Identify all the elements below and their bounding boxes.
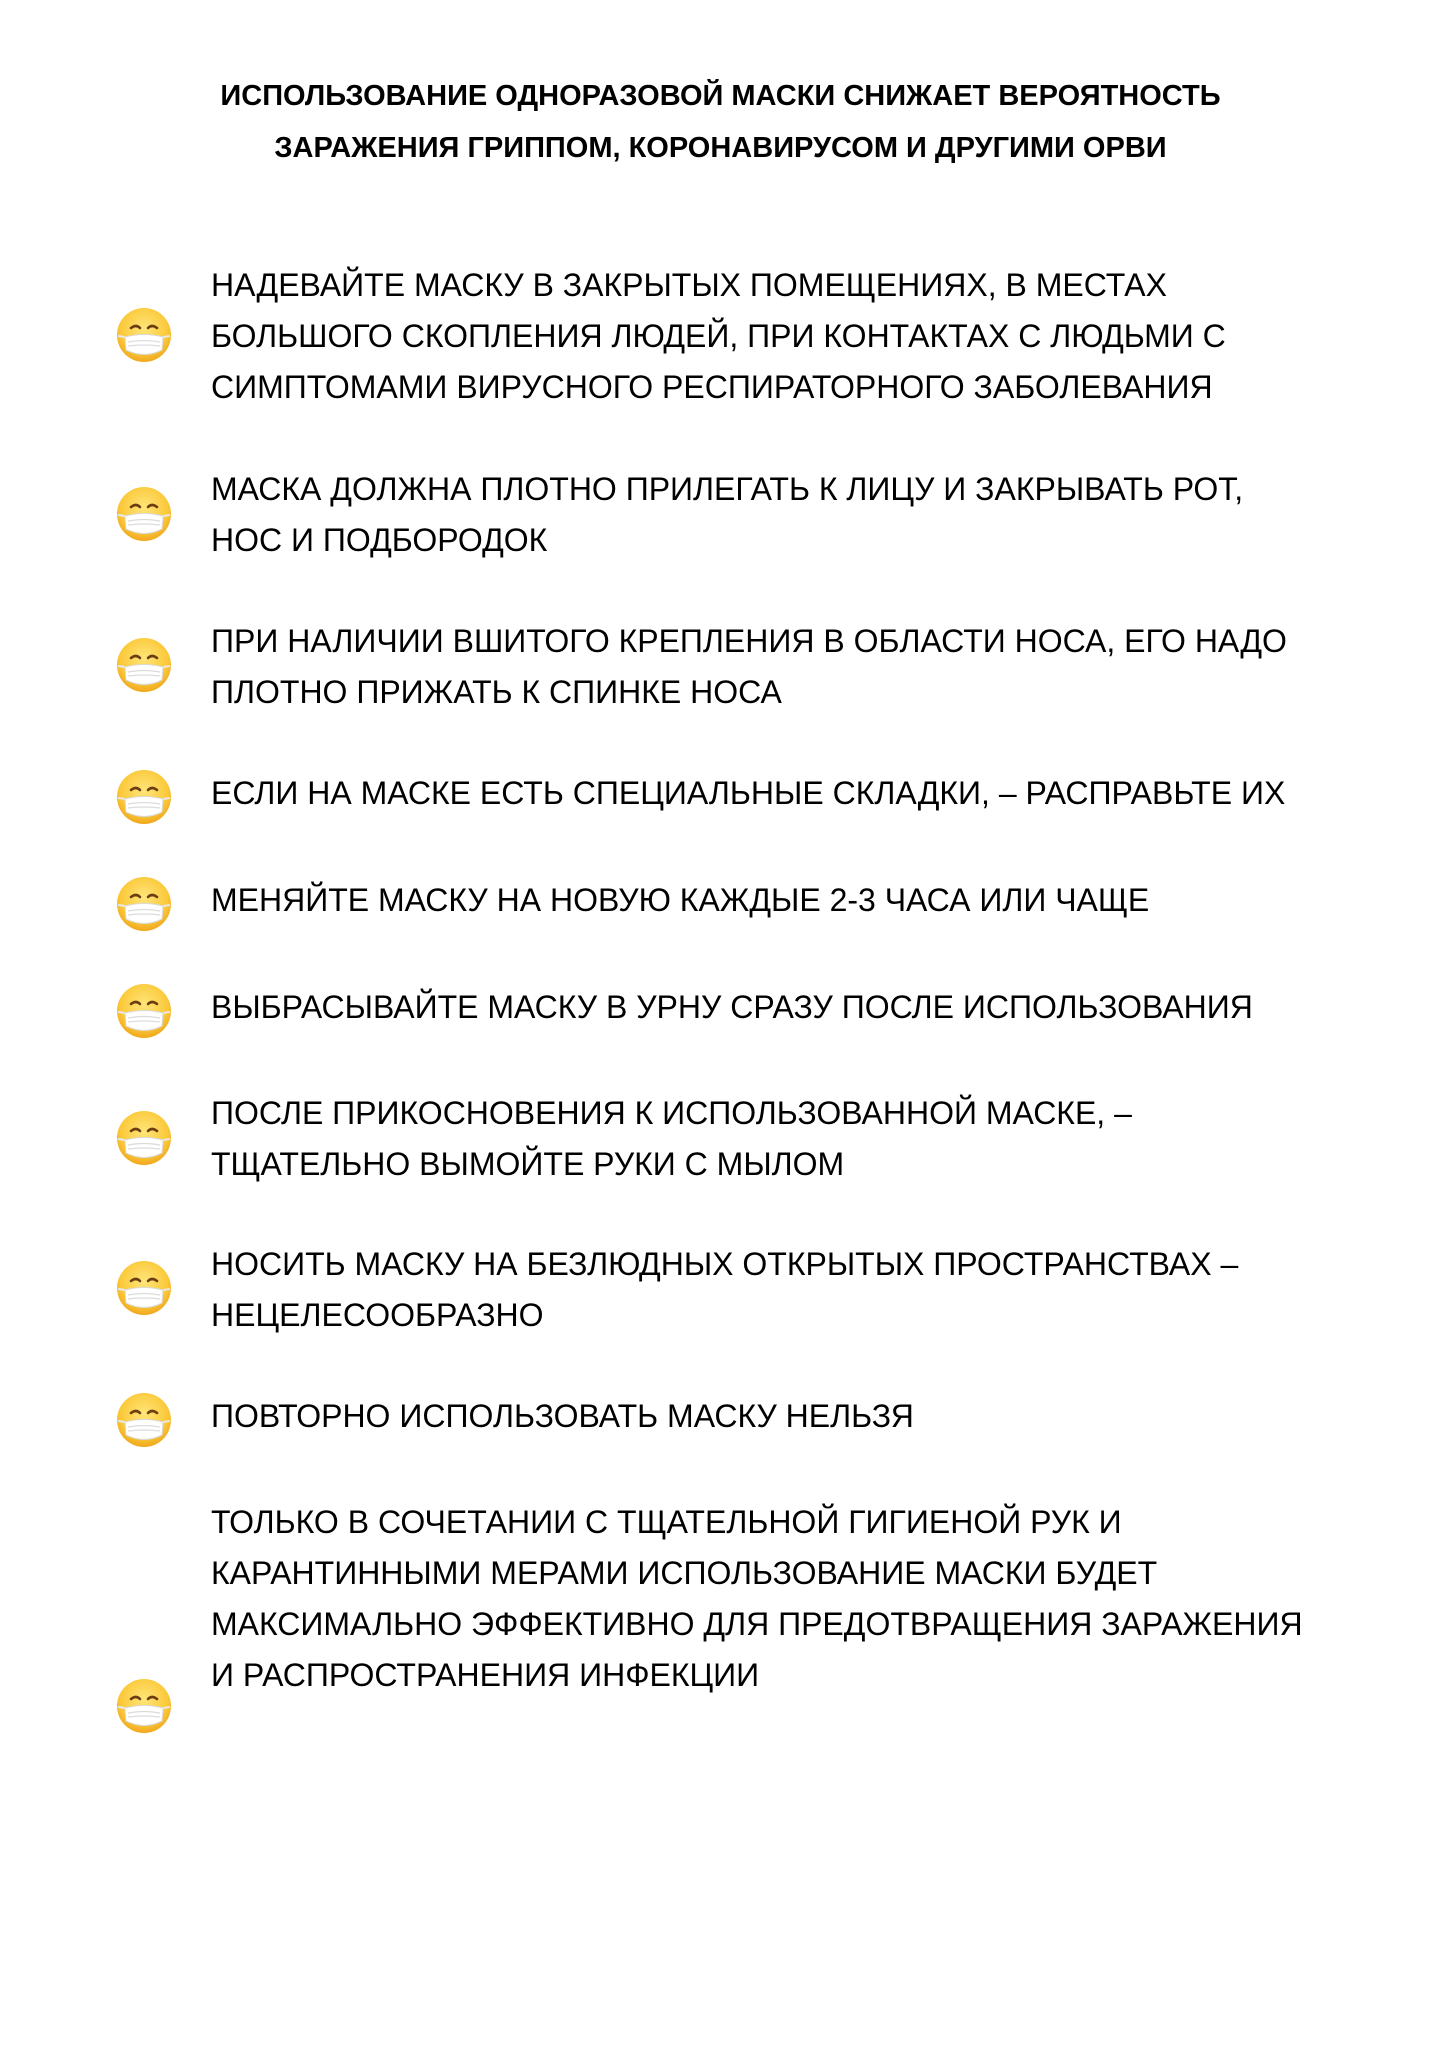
list-item [211, 1497, 1381, 1701]
list-item-line: ТОЛЬКО В СОЧЕТАНИИ С ТЩАТЕЛЬНОЙ ГИГИЕНОЙ РУК И [211, 1504, 1122, 1540]
face-with-medical-mask-icon [115, 1259, 173, 1317]
list-item-line: И РАСПРОСТРАНЕНИЯ ИНФЕКЦИИ [211, 1657, 760, 1693]
list-item-line: МАКСИМАЛЬНО ЭФФЕКТИВНО ДЛЯ ПРЕДОТВРАЩЕНИЯ ЗАРАЖЕНИЯ [211, 1606, 1303, 1642]
face-with-medical-mask-icon [115, 982, 173, 1040]
list-item [211, 1239, 1381, 1341]
page-title-line-2: ЗАРАЖЕНИЯ ГРИППОМ, КОРОНАВИРУСОМ И ДРУГИМИ ОРВИ [274, 132, 1167, 164]
face-with-medical-mask-icon [115, 768, 173, 826]
list-item-line: СИМПТОМАМИ ВИРУСНОГО РЕСПИРАТОРНОГО ЗАБОЛЕВАНИЯ [211, 369, 1213, 405]
page-title [0, 70, 1441, 174]
list-item-line: ПОСЛЕ ПРИКОСНОВЕНИЯ К ИСПОЛЬЗОВАННОЙ МАСКЕ, – [211, 1095, 1132, 1131]
face-with-medical-mask-icon [115, 306, 173, 364]
list-item-line: ПОВТОРНО ИСПОЛЬЗОВАТЬ МАСКУ НЕЛЬЗЯ [211, 1398, 914, 1434]
face-with-medical-mask-icon [115, 1677, 173, 1735]
list-item [211, 1391, 1381, 1442]
list-item-line: МАСКА ДОЛЖНА ПЛОТНО ПРИЛЕГАТЬ К ЛИЦУ И ЗАКРЫВАТЬ РОТ, [211, 471, 1244, 507]
face-with-medical-mask-icon [115, 875, 173, 933]
list-item-line: МЕНЯЙТЕ МАСКУ НА НОВУЮ КАЖДЫЕ 2-3 ЧАСА ИЛИ ЧАЩЕ [211, 882, 1150, 918]
face-with-medical-mask-icon [115, 485, 173, 543]
list-item-line: НЕЦЕЛЕСООБРАЗНО [211, 1297, 544, 1333]
list-item [211, 616, 1381, 718]
face-with-medical-mask-icon [115, 636, 173, 694]
list-item-line: ТЩАТЕЛЬНО ВЫМОЙТЕ РУКИ С МЫЛОМ [211, 1146, 845, 1182]
list-item-line: ПРИ НАЛИЧИИ ВШИТОГО КРЕПЛЕНИЯ В ОБЛАСТИ НОСА, ЕГО НАДО [211, 623, 1287, 659]
list-item [211, 982, 1381, 1033]
list-item [211, 464, 1381, 566]
list-item [211, 768, 1381, 819]
list-item-line: БОЛЬШОГО СКОПЛЕНИЯ ЛЮДЕЙ, ПРИ КОНТАКТАХ С ЛЮДЬМИ С [211, 318, 1226, 354]
list-item-line: КАРАНТИННЫМИ МЕРАМИ ИСПОЛЬЗОВАНИЕ МАСКИ БУДЕТ [211, 1555, 1158, 1591]
list-item-line: НАДЕВАЙТЕ МАСКУ В ЗАКРЫТЫХ ПОМЕЩЕНИЯХ, В МЕСТАХ [211, 267, 1167, 303]
list-item [211, 1088, 1381, 1190]
list-item-line: НОС И ПОДБОРОДОК [211, 522, 548, 558]
page-title-line-1: ИСПОЛЬЗОВАНИЕ ОДНОРАЗОВОЙ МАСКИ СНИЖАЕТ ВЕРОЯТНОСТЬ [220, 80, 1221, 112]
face-with-medical-mask-icon [115, 1391, 173, 1449]
list-item-line: ПЛОТНО ПРИЖАТЬ К СПИНКЕ НОСА [211, 674, 782, 710]
list-item-line: ВЫБРАСЫВАЙТЕ МАСКУ В УРНУ СРАЗУ ПОСЛЕ ИСПОЛЬЗОВАНИЯ [211, 989, 1253, 1025]
face-with-medical-mask-icon [115, 1109, 173, 1167]
list-item [211, 875, 1381, 926]
list-item [211, 260, 1381, 413]
list-item-line: НОСИТЬ МАСКУ НА БЕЗЛЮДНЫХ ОТКРЫТЫХ ПРОСТРАНСТВАХ – [211, 1246, 1239, 1282]
list-item-line: ЕСЛИ НА МАСКЕ ЕСТЬ СПЕЦИАЛЬНЫЕ СКЛАДКИ, – РАСПРАВЬТЕ ИХ [211, 775, 1286, 811]
